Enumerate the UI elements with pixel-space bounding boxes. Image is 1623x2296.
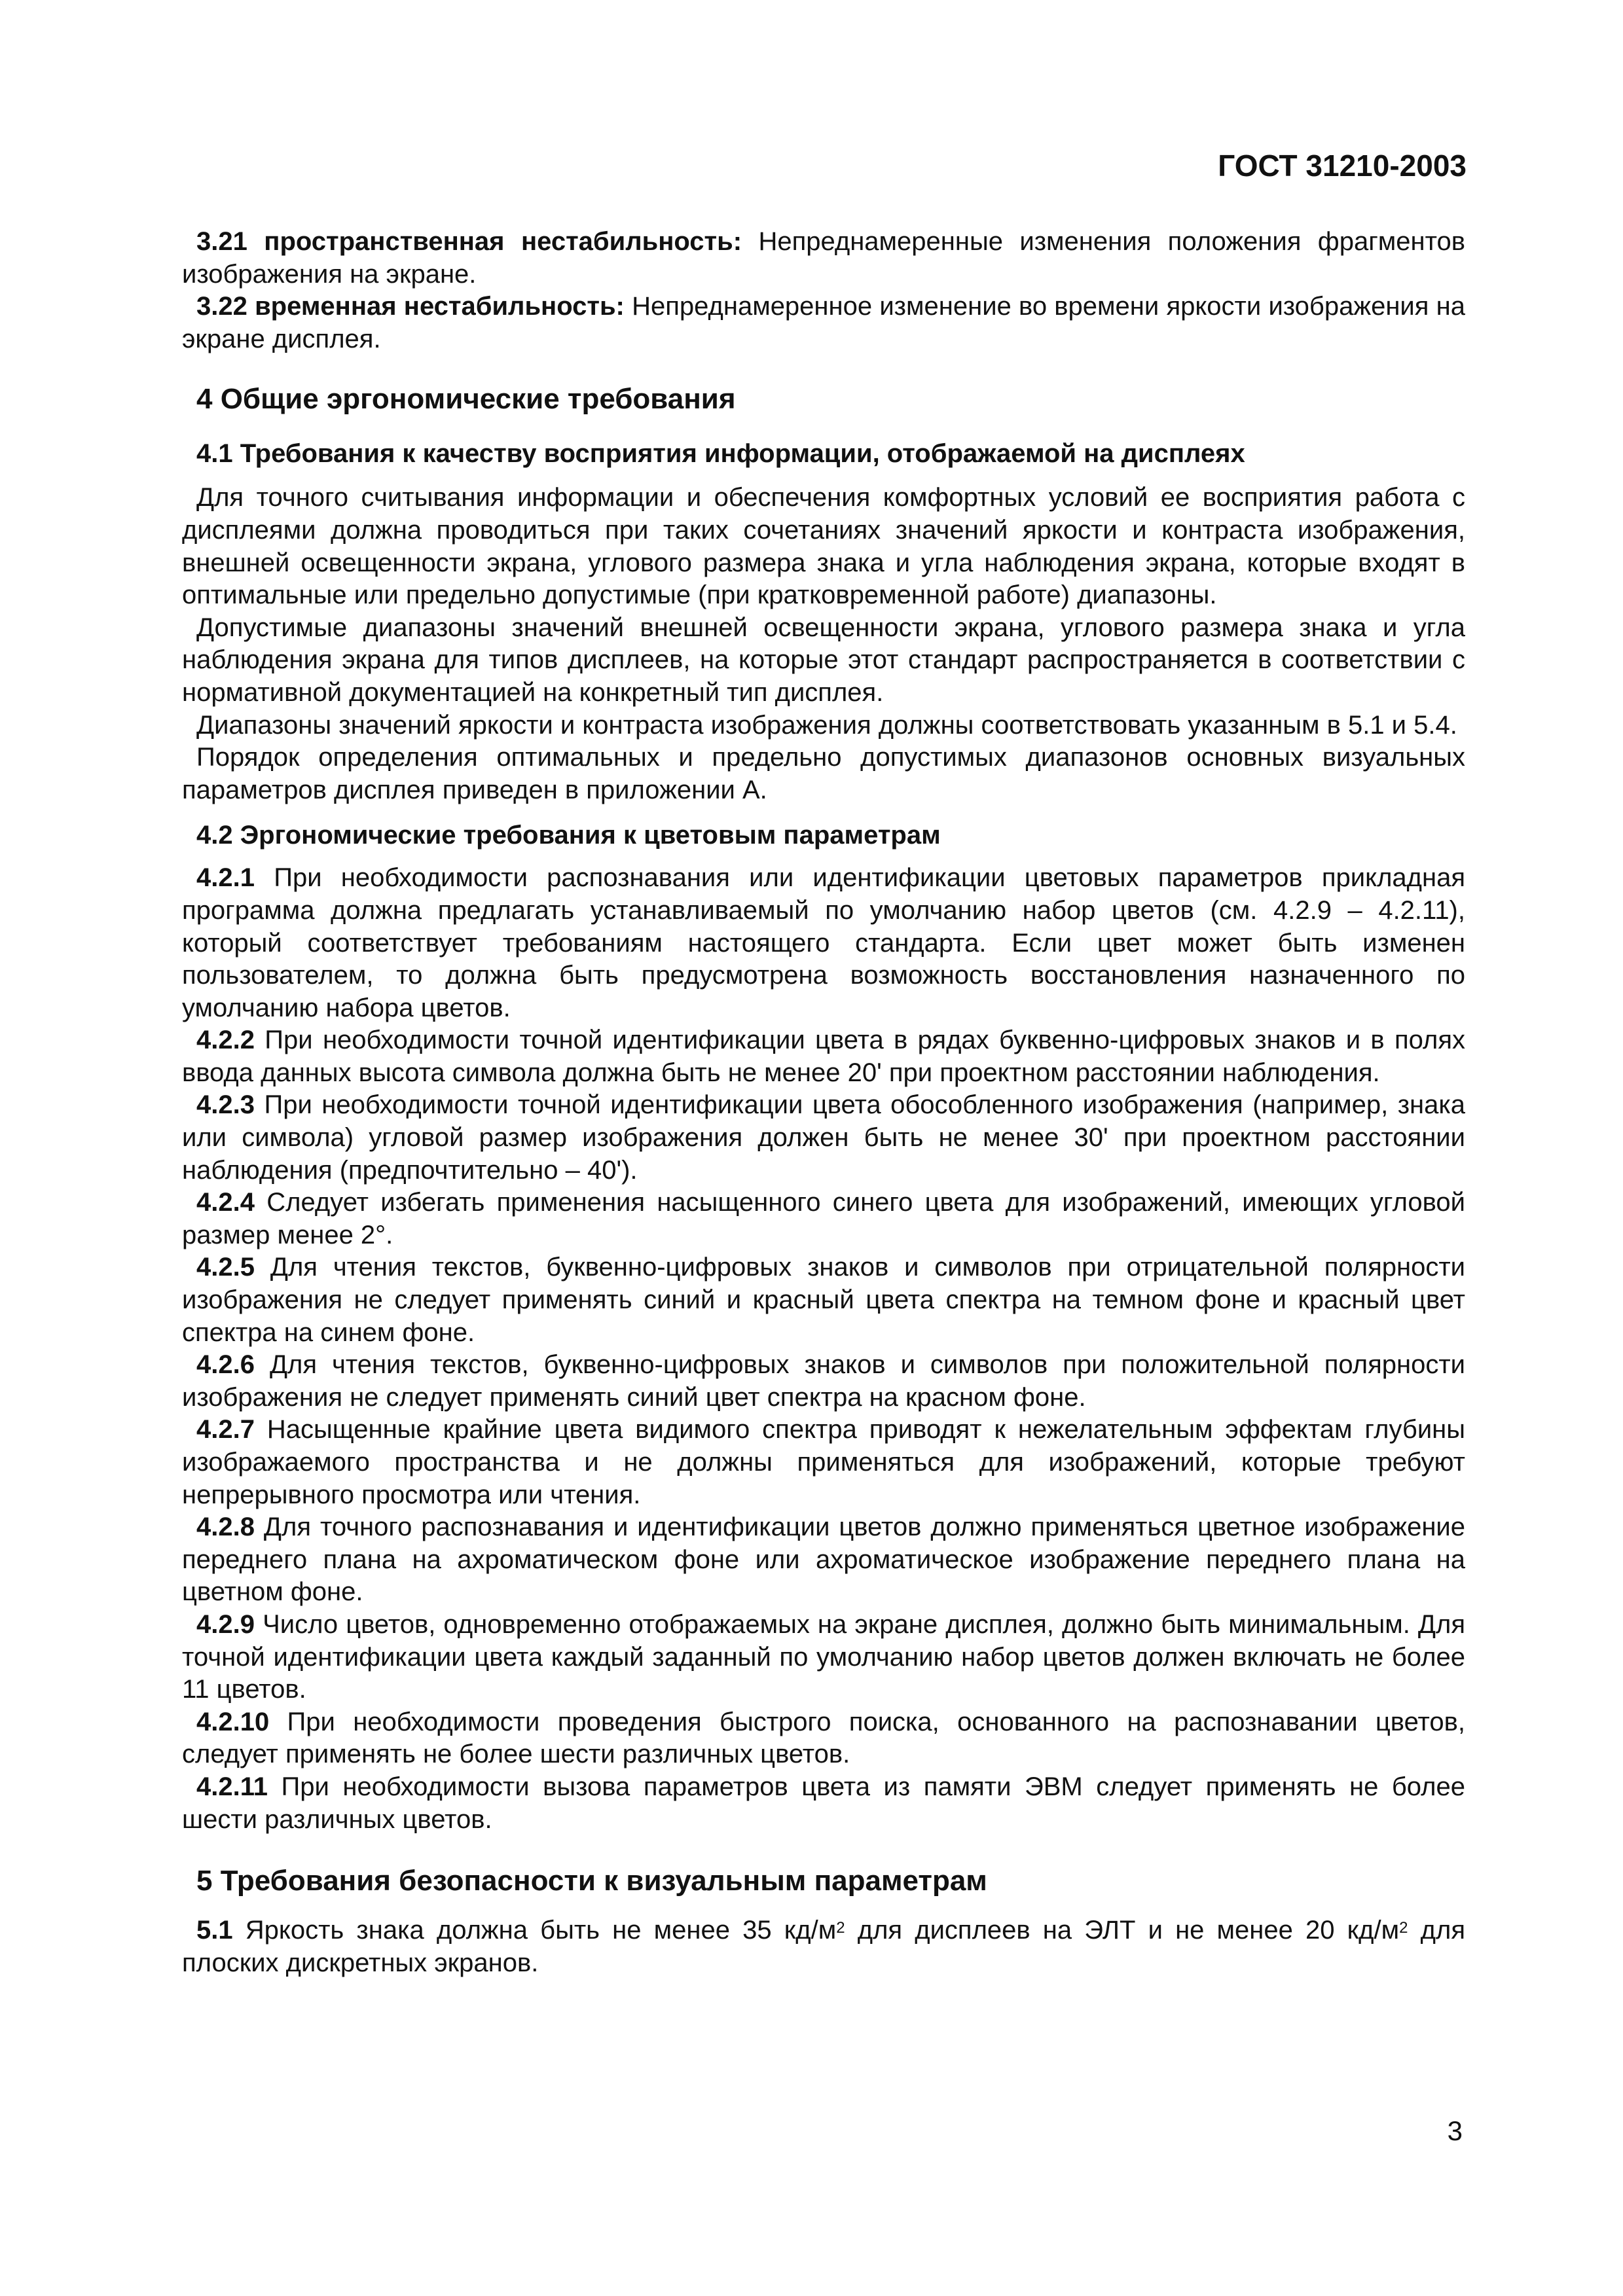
clause-text: Насыщенные крайние цвета видимого спектра приводят к нежелательным эффектам глубины изображаемого пространства и не должны применяться для изображений, которые требуют непрерывного просмотра или чтения. bbox=[182, 1415, 1465, 1509]
clause-text: При необходимости вызова параметров цвета из памяти ЭВМ следует применять не более шести различных цветов. bbox=[182, 1772, 1465, 1834]
clause-4-2-4 bbox=[182, 1187, 1465, 1251]
definition-text: Непреднамеренное изменение во времени яркости изображения на экране дисплея. bbox=[182, 292, 1465, 353]
clause-text: При необходимости распознавания или идентификации цветовых параметров прикладная программа должна предлагать устанавливаемый по умолчанию набор цветов (см. 4.2.9 – 4.2.11), который соответствует требованиям настоящего стандарта. Если цвет может быть изменен пользователем, то должна быть предусмотрена возможность восстановления назначенного по умолчанию набора цветов. bbox=[182, 863, 1465, 1022]
clause-text: Яркость знака должна быть не менее 35 кд/м bbox=[232, 1916, 837, 1945]
clause-number: 4.2.5 bbox=[196, 1253, 255, 1282]
clause-text: Число цветов, одновременно отображаемых на экране дисплея, должно быть минимальным. Для точной идентификации цвета каждый заданный по умолчанию набор цветов должен включать не более 11 цветов. bbox=[182, 1609, 1465, 1704]
clause-4-2-8 bbox=[182, 1511, 1465, 1609]
section-5-title: 5 Требования безопасности к визуальным параметрам bbox=[196, 1865, 987, 1897]
clause-text: Следует избегать применения насыщенного синего цвета для изображений, имеющих угловой размер менее 2°. bbox=[182, 1188, 1465, 1249]
section-4-1-paragraph: Допустимые диапазоны значений внешней освещенности экрана, углового размера знака и угла наблюдения экрана для типов дисплеев, на которые этот стандарт распространяется в соответствии с нормативной документацией на конкретный тип дисплея. bbox=[182, 613, 1465, 707]
clause-4-2-9 bbox=[182, 1609, 1465, 1706]
clause-number: 4.2.3 bbox=[196, 1090, 255, 1120]
superscript: 2 bbox=[1399, 1919, 1408, 1937]
clause-number: 4.2.2 bbox=[196, 1026, 255, 1055]
section-4-2-title: 4.2 Эргономические требования к цветовым параметрам bbox=[196, 821, 941, 850]
clause-text: Для точного распознавания и идентификации цветов должно применяться цветное изображение переднего плана на ахроматическом фоне или ахроматическое изображение переднего плана на цветном фоне. bbox=[182, 1513, 1465, 1607]
section-4-1-paragraph: Для точного считывания информации и обеспечения комфортных условий ее восприятия работа с дисплеями должна проводиться при таких сочетаниях значений яркости и контраста изображения, внешней освещенности экрана, углового размера знака и угла наблюдения экрана, которые входят в оптимальные или предельно допустимые (при кратковременной работе) диапазоны. bbox=[182, 483, 1465, 610]
clause-number: 4.2.7 bbox=[196, 1415, 255, 1444]
clause-text: Для чтения текстов, буквенно-цифровых знаков и символов при отрицательной полярности изображения не следует применять синий и красный цвета спектра на темном фоне и красный цвет спектра на синем фоне. bbox=[182, 1253, 1465, 1347]
clause-number: 4.2.6 bbox=[196, 1350, 255, 1380]
clause-number: 4.2.1 bbox=[196, 863, 255, 893]
clause-4-2-3 bbox=[182, 1089, 1465, 1187]
clause-text: При необходимости проведения быстрого поиска, основанного на распознавании цветов, следует применять не более шести различных цветов. bbox=[182, 1707, 1465, 1769]
definition-text: Непреднамеренные изменения положения фрагментов изображения на экране. bbox=[182, 227, 1466, 289]
section-4-1-paragraph: Диапазоны значений яркости и контраста изображения должны соответствовать указанным в 5.1 и 5.4. bbox=[196, 710, 1457, 740]
definition-term: 3.22 временная нестабильность: bbox=[196, 292, 625, 321]
clause-5-1 bbox=[182, 1914, 1465, 1979]
clause-4-2-7 bbox=[182, 1414, 1465, 1511]
page-content bbox=[182, 226, 1465, 1979]
definition-3-22 bbox=[182, 291, 1465, 355]
document-code: ГОСТ 31210-2003 bbox=[1218, 149, 1467, 183]
clause-4-2-5 bbox=[182, 1251, 1465, 1349]
definition-term: 3.21 пространственная нестабильность: bbox=[196, 227, 742, 256]
section-4-1-title: 4.1 Требования к качеству восприятия информации, отображаемой на дисплеях bbox=[196, 439, 1245, 469]
superscript: 2 bbox=[836, 1919, 845, 1937]
clause-number: 4.2.11 bbox=[196, 1772, 268, 1801]
clause-number: 4.2.8 bbox=[196, 1513, 255, 1542]
clause-number: 5.1 bbox=[196, 1916, 233, 1945]
clause-4-2-2 bbox=[182, 1024, 1465, 1089]
clause-number: 4.2.4 bbox=[196, 1188, 255, 1217]
section-4-title: 4 Общие эргономические требования bbox=[196, 383, 736, 416]
clause-4-2-11 bbox=[182, 1771, 1465, 1836]
clause-4-2-6 bbox=[182, 1349, 1465, 1414]
clause-number: 4.2.10 bbox=[196, 1707, 270, 1736]
page-number: 3 bbox=[1447, 2115, 1463, 2146]
section-4-1-paragraph: Порядок определения оптимальных и предельно допустимых диапазонов основных визуальных параметров дисплея приведен в приложении А. bbox=[182, 743, 1465, 804]
clause-text: При необходимости точной идентификации цвета обособленного изображения (например, знака или символа) угловой размер изображения должен быть не менее 30' при проектном расстоянии наблюдения (предпочтительно – 40'). bbox=[182, 1090, 1465, 1185]
clause-4-2-10 bbox=[182, 1706, 1465, 1771]
clause-text: для плоских дискретных экранов. bbox=[182, 1916, 1465, 1977]
clause-text: Для чтения текстов, буквенно-цифровых знаков и символов при положительной полярности изображения не следует применять синий цвет спектра на красном фоне. bbox=[182, 1350, 1465, 1412]
definition-3-21 bbox=[182, 226, 1465, 291]
clause-text: При необходимости точной идентификации цвета в рядах буквенно-цифровых знаков и в полях ввода данных высота символа должна быть не менее 20' при проектном расстоянии наблюдения. bbox=[182, 1026, 1465, 1087]
clause-number: 4.2.9 bbox=[196, 1609, 255, 1639]
clause-4-2-1 bbox=[182, 862, 1465, 1024]
clause-text: для дисплеев на ЭЛТ и не менее 20 кд/м bbox=[845, 1916, 1400, 1945]
